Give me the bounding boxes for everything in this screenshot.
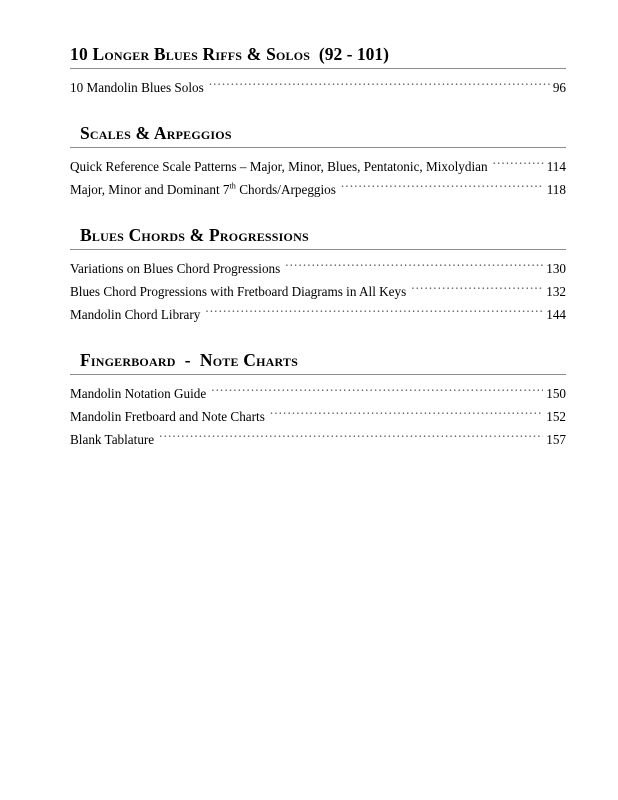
entry-label: Blues Chord Progressions with Fretboard Diagrams in All Keys (70, 284, 407, 299)
entry-leader (209, 79, 550, 92)
superscript-ordinal: th (229, 181, 236, 191)
section-entries (70, 155, 566, 201)
entry-label: 10 Mandolin Blues Solos (70, 80, 204, 95)
entry-leader (159, 431, 543, 444)
toc-entry[interactable] (70, 405, 566, 428)
section-title: Scales & Arpeggios (80, 123, 232, 143)
toc-section (70, 350, 566, 451)
entry-page-number: 96 (552, 80, 566, 95)
section-entries (70, 382, 566, 451)
entry-page-number: 157 (546, 432, 566, 447)
entry-label: Mandolin Fretboard and Note Charts (70, 409, 265, 424)
section-title-range: (92 - 101) (318, 44, 389, 64)
toc-entry[interactable] (70, 155, 566, 178)
toc-content (70, 44, 566, 451)
entry-leader (341, 181, 544, 194)
section-title: Blues Chords & Progressions (80, 225, 309, 245)
toc-entry[interactable] (70, 178, 566, 201)
section-entries (70, 76, 566, 99)
entry-page-number: 114 (546, 159, 566, 174)
entry-label: Major, Minor and Dominant 7th Chords/Arpeggios (70, 181, 336, 197)
entry-label: Quick Reference Scale Patterns – Major, Minor, Blues, Pentatonic, Mixolydian (70, 159, 488, 174)
toc-entry[interactable] (70, 257, 566, 280)
entry-page-number: 132 (546, 284, 566, 299)
toc-entry[interactable] (70, 382, 566, 405)
entry-leader (493, 158, 544, 171)
section-title: Fingerboard - Note Charts (80, 350, 299, 370)
entry-label: Mandolin Chord Library (70, 307, 201, 322)
toc-section (70, 123, 566, 201)
toc-section (70, 225, 566, 326)
section-heading (70, 350, 566, 375)
toc-entry[interactable] (70, 303, 566, 326)
section-heading (70, 44, 566, 69)
entry-leader (211, 385, 543, 398)
toc-entry[interactable] (70, 280, 566, 303)
entry-page-number: 150 (546, 386, 566, 401)
toc-section (70, 44, 566, 99)
section-entries (70, 257, 566, 326)
entry-leader (270, 408, 543, 421)
entry-page-number: 144 (546, 307, 566, 322)
entry-page-number: 152 (546, 409, 566, 424)
section-title: 10 Longer Blues Riffs & Solos (92 - 101) (70, 44, 389, 64)
section-heading (70, 123, 566, 148)
entry-page-number: 130 (546, 261, 566, 276)
toc-entry[interactable] (70, 76, 566, 99)
entry-label: Mandolin Notation Guide (70, 386, 207, 401)
entry-leader (205, 306, 543, 319)
entry-leader (411, 283, 543, 296)
entry-page-number: 118 (546, 182, 566, 197)
toc-entry[interactable] (70, 428, 566, 451)
entry-leader (285, 260, 543, 273)
section-heading (70, 225, 566, 250)
entry-label: Variations on Blues Chord Progressions (70, 261, 281, 276)
entry-label: Blank Tablature (70, 432, 155, 447)
